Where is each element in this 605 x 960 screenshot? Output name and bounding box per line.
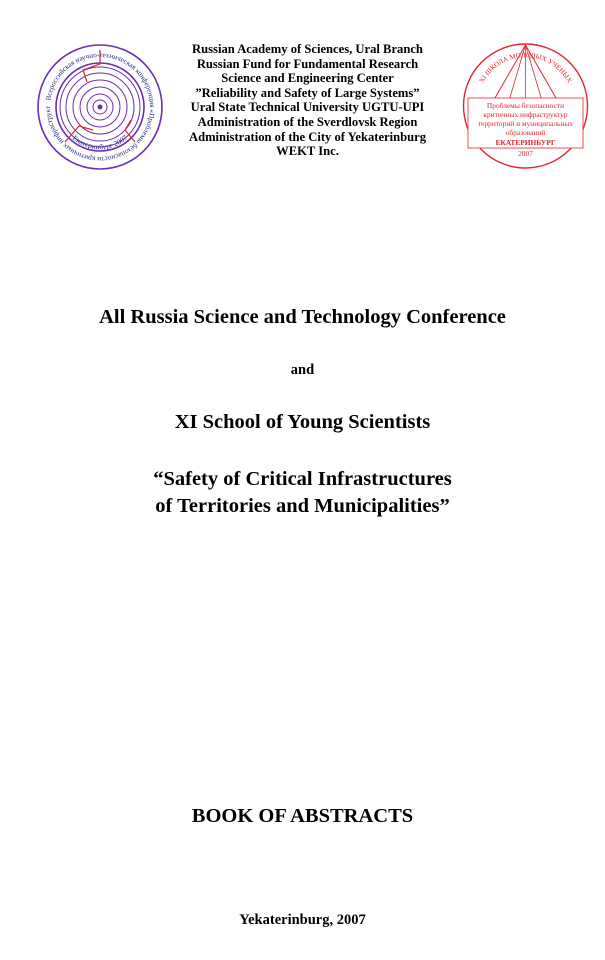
school-title: XI School of Young Scientists <box>174 411 431 433</box>
organizer-line: WEKT Inc. <box>276 144 339 159</box>
school-emblem-line: критичных инфраструктур <box>483 110 568 119</box>
school-emblem-svg <box>458 42 593 172</box>
organizer-line: Russian Academy of Sciences, Ural Branch <box>192 42 423 56</box>
organizer-line: Administration of the City of Yekaterinburg <box>188 129 427 144</box>
school-emblem-city: ЕКАТЕРИНБУРГ <box>495 138 556 147</box>
school-emblem-line: территорий и муниципальных <box>477 119 574 128</box>
book-title: BOOK OF ABSTRACTS <box>191 805 414 827</box>
subtitle-line: “Safety of Critical Infrastructures <box>153 468 452 490</box>
organizer-line: Administration of the Sverdlovsk Region <box>197 114 418 129</box>
school-emblem-line: образований <box>505 128 546 137</box>
conference-subtitle <box>0 466 605 520</box>
svg-text:Екатеринбург 2007 <box>71 133 129 151</box>
subtitle-line: of Territories and Municipalities” <box>155 495 450 517</box>
organizers-list <box>165 42 450 159</box>
conference-emblem-svg <box>35 42 165 172</box>
conference-title: All Russia Science and Technology Conference <box>99 306 506 328</box>
publication-place-year: Yekaterinburg, 2007 <box>239 912 366 928</box>
school-emblem-top-text: XI ШКОЛА МОЛОДЫХ УЧЕНЫХ <box>477 51 574 85</box>
emblem-bottom-text: Екатеринбург 2007 <box>70 133 130 152</box>
school-emblem-year: 2007 <box>518 149 533 158</box>
school-emblem-logo <box>458 42 593 172</box>
organizer-line: Russian Fund for Fundamental Research <box>196 56 419 71</box>
organizer-line: Ural State Technical University UGTU-UPI <box>190 100 425 115</box>
organizer-line: Science and Engineering Center <box>221 71 394 86</box>
organizer-line: ”Reliability and Safety of Large Systems” <box>195 85 420 100</box>
emblem-ring-text: Всероссийская научно-техническая конференция «Проблемы безопасности критичных инфраструкт <box>43 50 157 164</box>
school-emblem-line: Проблемы безопасности <box>486 101 565 110</box>
conference-emblem-logo <box>35 42 165 172</box>
conjunction-text: and <box>290 362 315 378</box>
